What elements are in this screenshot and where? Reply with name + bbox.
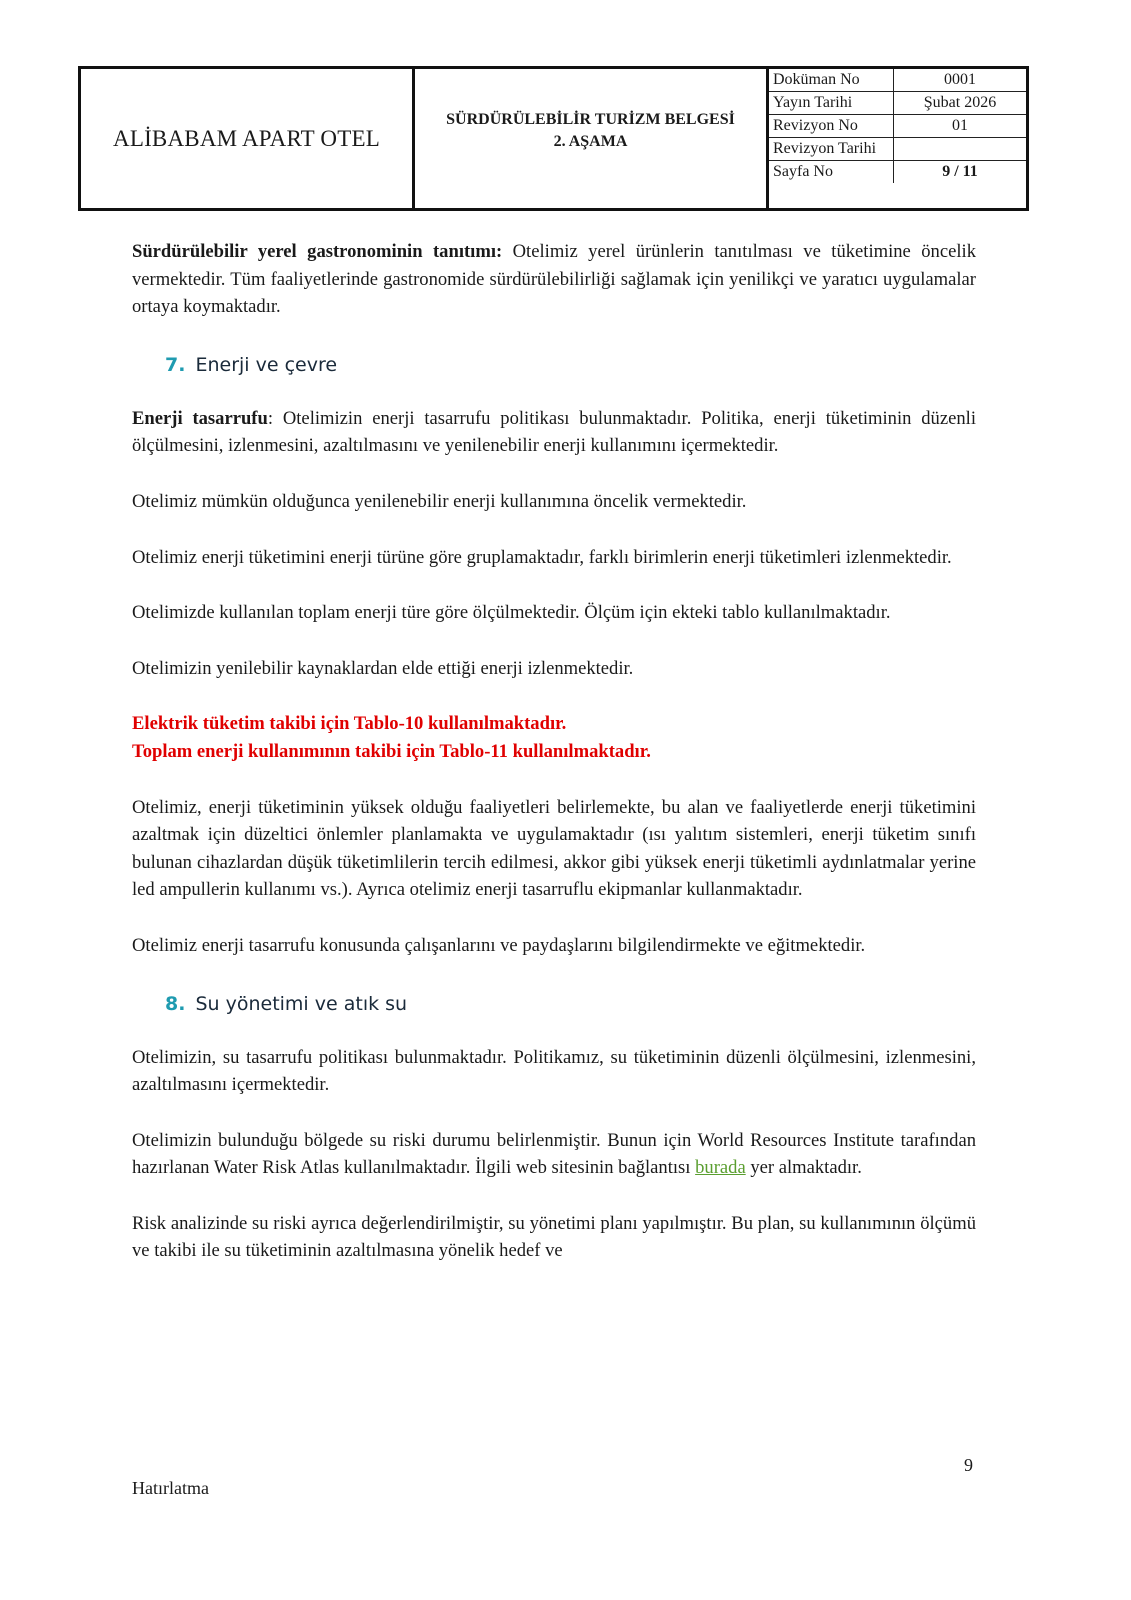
paragraph-training: Otelimiz enerji tasarrufu konusunda çalışanlarını ve paydaşlarını bilgilendirmekte ve eğitmektedir. [132, 934, 866, 956]
meta-label: Sayfa No [769, 161, 894, 183]
energy-saving-heading: Enerji tasarrufu [132, 407, 268, 429]
water-risk-atlas-link[interactable]: burada [695, 1157, 746, 1179]
document-title-line1: SÜRDÜRÜLEBİLİR TURİZM BELGESİ [446, 111, 735, 128]
document-title-line2: 2. AŞAMA [553, 133, 628, 150]
meta-value: 01 [952, 117, 968, 134]
meta-value: Şubat 2026 [923, 94, 997, 111]
meta-row-revision-date [769, 138, 1026, 161]
paragraph-high-consumption: Otelimiz, enerji tüketiminin yüksek olduğu faaliyetleri belirlemekte, bu alan ve faaliyetlerde enerji tüketimini azaltmak için düzeltici önlemler planlamakta ve uygulamaktadır (ısı yalıtım sistemleri, enerji tüketim sınıfı bulunan cihazlardan düşük tüketimlilerin tercih edilmesi, akkor gibi yüksek enerji tüketimli aydınlatmalar yerine led ampullerin kullanımı vs.). Ayrıca otelimiz enerji tasarruflu ekipmanlar kullanmaktadır. [132, 796, 976, 901]
document-body [132, 238, 976, 1265]
page-number: 9 [964, 1455, 973, 1475]
footer-note: Hatırlatma [132, 1478, 209, 1498]
section-heading-energy [132, 351, 976, 379]
meta-row-publish-date [769, 92, 1026, 115]
paragraph-gastronomy [132, 238, 976, 321]
meta-label: Revizyon Tarihi [769, 138, 894, 160]
paragraph-energy-saving [132, 405, 976, 460]
section-title: Su yönetimi ve atık su [195, 992, 408, 1015]
meta-value: 0001 [944, 71, 976, 88]
gastronomy-text: Otelimiz yerel ürünlerin tanıtılması ve tüketimine öncelik vermektedir. Tüm faaliyetlerinde gastronomide sürdürülebilirliği sağlamak için yenilikçi ve yaratıcı uygulamalar ortaya koymaktadır. [132, 241, 976, 318]
meta-row-page-no [769, 161, 1026, 183]
paragraph-water-risk [132, 1127, 976, 1182]
paragraph-renewable: Otelimiz mümkün olduğunca yenilenebilir enerji kullanımına öncelik vermektedir. [132, 490, 747, 512]
meta-row-document-no [769, 69, 1026, 92]
paragraph-water-policy: Otelimizin, su tasarrufu politikası bulunmaktadır. Politikamız, su tüketiminin düzenli ölçülmesini, izlenmesini, azaltılmasını içermektedir. [132, 1046, 976, 1096]
document-meta-table [769, 69, 1026, 208]
paragraph-total-energy: Otelimizde kullanılan toplam enerji türe göre ölçülmektedir. Ölçüm için ekteki tablo kullanılmaktadır. [132, 602, 891, 624]
paragraph-risk-analysis: Risk analizinde su riski ayrıca değerlendirilmiştir, su yönetimi planı yapılmıştır. Bu plan, su kullanımının ölçümü ve takibi ile su tüketiminin azaltılmasına yönelik hedef ve [132, 1212, 976, 1262]
meta-row-revision-no [769, 115, 1026, 138]
note-table-11: Toplam enerji kullanımının takibi için Tablo-11 kullanılmaktadır. [132, 740, 651, 762]
meta-label: Revizyon No [769, 115, 894, 137]
section-number: 7. [165, 353, 186, 376]
meta-label: Doküman No [769, 69, 894, 91]
gastronomy-heading: Sürdürülebilir yerel gastronominin tanıtımı: [132, 241, 503, 262]
note-table-10: Elektrik tüketim takibi için Tablo-10 kullanılmaktadır. [132, 713, 567, 735]
meta-value [894, 138, 1026, 160]
energy-saving-text: : Otelimizin enerji tasarrufu politikası bulunmaktadır. Politika, enerji tüketiminin düzenli ölçülmesini, izlenmesini, azaltılmasını ve yenilenebilir enerji kullanımını içermektedir. [132, 407, 976, 457]
section-heading-water [132, 990, 976, 1018]
paragraph-monitor: Otelimizin yenilebilir kaynaklardan elde ettiği enerji izlenmektedir. [132, 657, 634, 679]
meta-label: Yayın Tarihi [769, 92, 894, 114]
meta-value: 9 / 11 [942, 163, 978, 180]
water-risk-text-end: yer almaktadır. [745, 1157, 862, 1179]
water-risk-text: Otelimizin bulunduğu bölgede su riski durumu belirlenmiştir. Bunun için World Resources Institute tarafından hazırlanan Water Risk Atlas kullanılmaktadır. İlgili web sitesinin bağlantısı [132, 1129, 976, 1179]
section-title: Enerji ve çevre [195, 353, 338, 376]
section-number: 8. [165, 992, 186, 1015]
document-header [78, 66, 1029, 211]
company-name: ALİBABAM APART OTEL [81, 69, 415, 208]
document-title [415, 69, 769, 208]
paragraph-grouping: Otelimiz enerji tüketimini enerji türüne göre gruplamaktadır, farklı birimlerin enerji tüketimleri izlenmektedir. [132, 546, 952, 568]
